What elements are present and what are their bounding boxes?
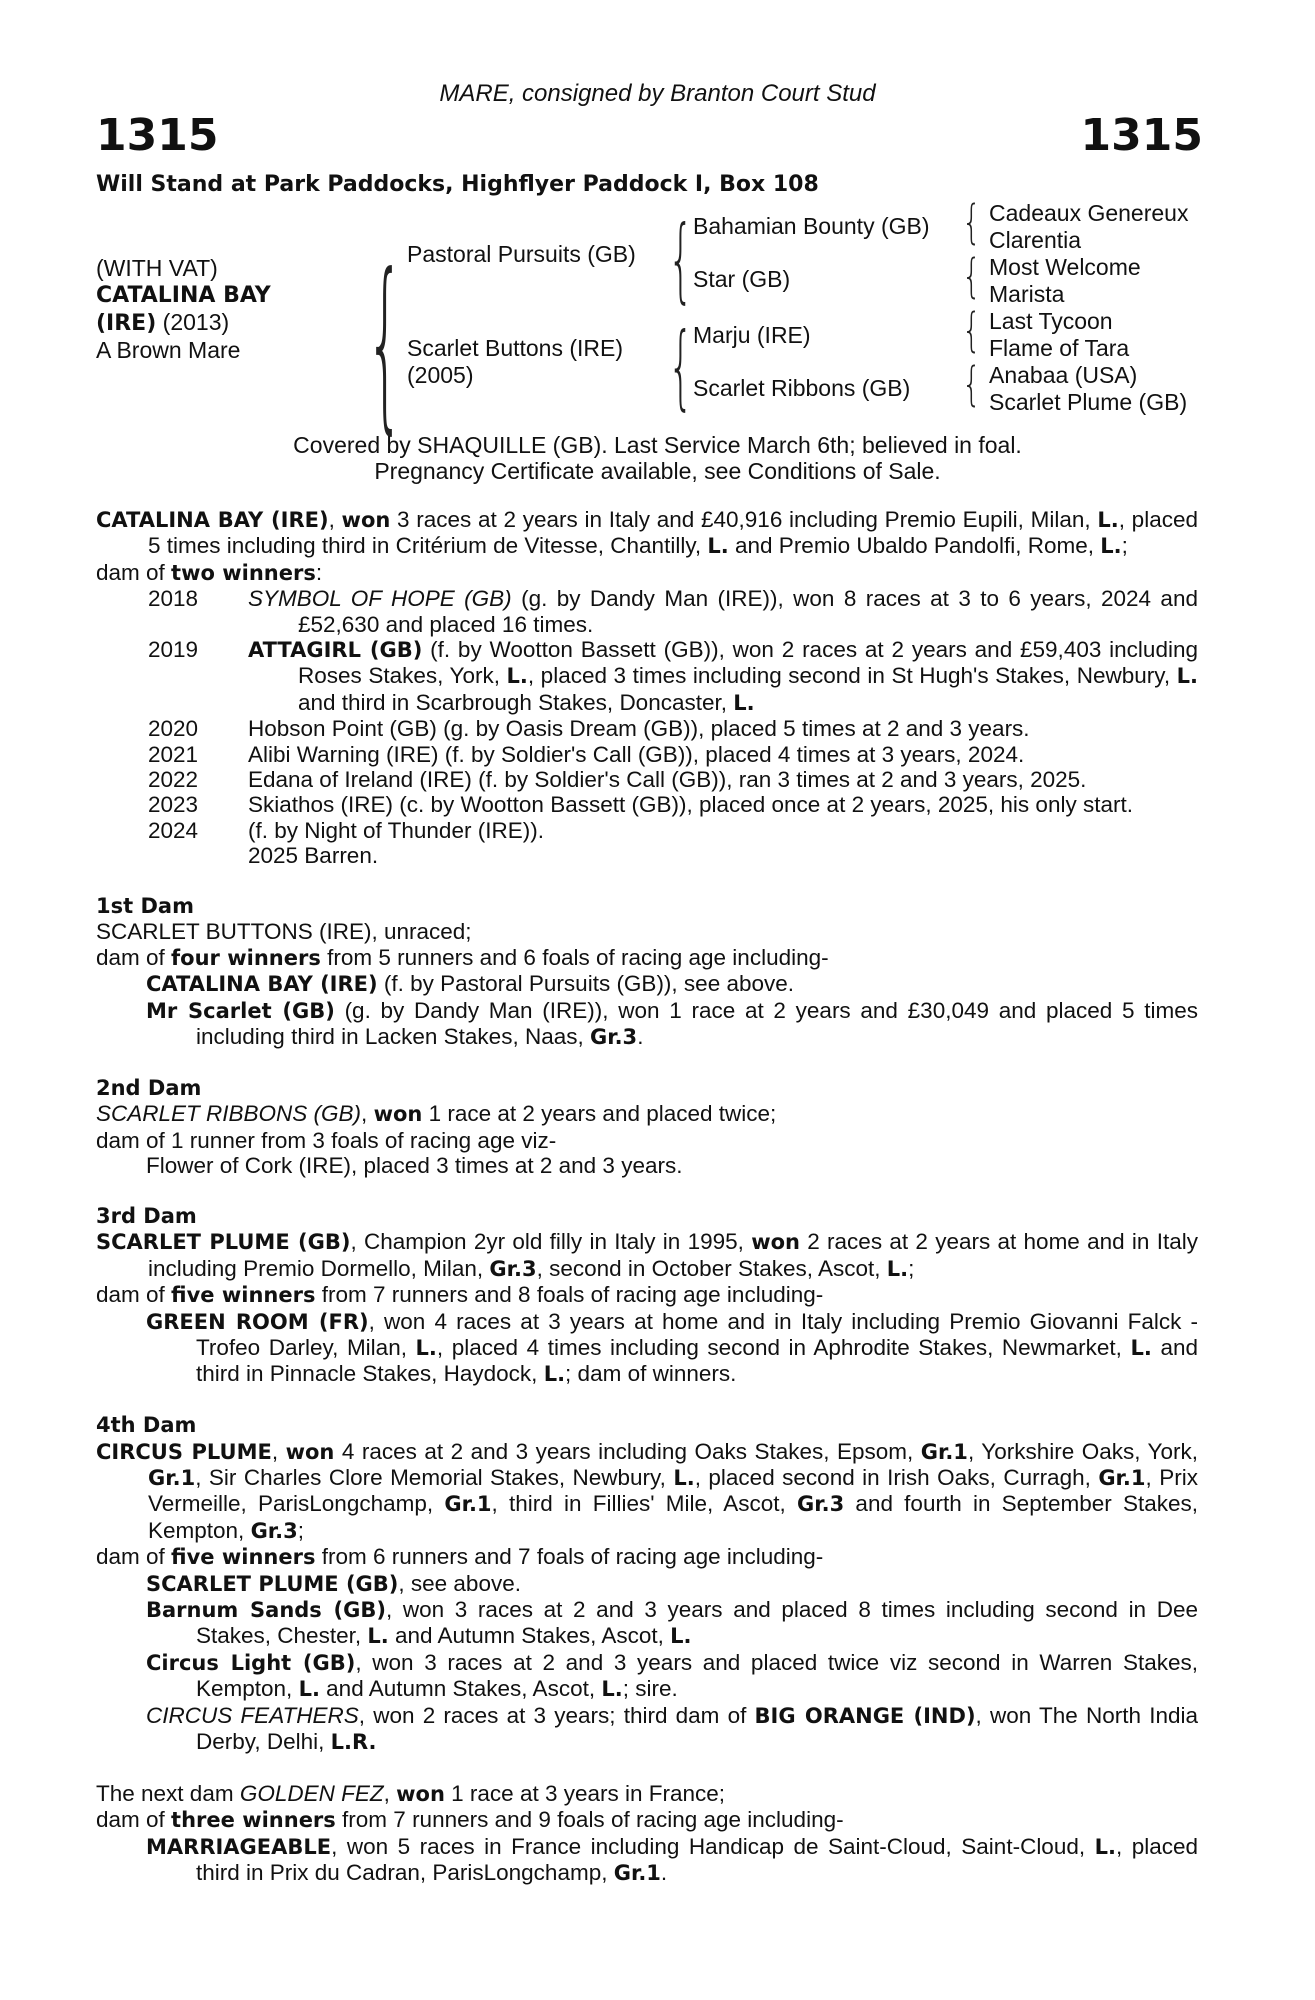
bold-text: Gr.1 xyxy=(444,1492,492,1517)
text-run: 1 race at 2 years and placed twice; xyxy=(422,1101,777,1127)
produce-entry xyxy=(96,1650,1198,1703)
bold-text: L. xyxy=(367,1624,389,1649)
italic-text: GOLDEN FEZ xyxy=(239,1780,384,1806)
text-run: , won 4 races at 3 years at home and in Italy including Premio Giovanni Falck - Trofeo Darley, Milan, xyxy=(196,1308,1199,1360)
progeny-entry xyxy=(96,716,1198,741)
progeny-entry xyxy=(96,818,1198,843)
progeny-text xyxy=(248,637,1198,716)
great-grandparent: Marista xyxy=(989,281,1065,307)
text-run: from 6 runners and 7 foals of racing age including- xyxy=(315,1544,824,1570)
lot-number-left: 1315 xyxy=(96,110,219,161)
text-run: , Prix Vermeille, ParisLongchamp, xyxy=(148,1464,1198,1517)
bold-text: L. xyxy=(670,1624,692,1649)
text-run: ; sire. xyxy=(622,1676,678,1702)
text-run: 1 race at 3 years in France; xyxy=(444,1780,726,1806)
bold-text: won xyxy=(285,1439,335,1464)
produce-entry xyxy=(96,1703,1198,1756)
text-run: ; dam of winners. xyxy=(565,1361,737,1387)
produce-entry xyxy=(96,971,1198,997)
great-grandparent: Clarentia xyxy=(989,227,1082,253)
record-line xyxy=(96,1781,1198,1807)
record-line xyxy=(96,1229,1198,1282)
progeny-text xyxy=(248,792,1198,817)
bold-text: L. xyxy=(707,534,729,559)
bold-text: won xyxy=(373,1102,423,1127)
record-line xyxy=(96,945,1198,971)
text-run: dam of xyxy=(96,1544,172,1570)
text-run: , xyxy=(383,1780,397,1806)
horse-year: (2013) xyxy=(156,309,230,335)
text-run: , third in Fillies' Mile, Ascot, xyxy=(491,1491,797,1517)
bold-text: Gr.1 xyxy=(613,1861,661,1886)
bold-text: L. xyxy=(415,1335,437,1360)
text-run: 3 races at 2 years in Italy and £40,916 including Premio Eupili, Milan, xyxy=(390,507,1098,532)
text-run: , Yorkshire Oaks, York, xyxy=(967,1438,1199,1464)
consignment-line: MARE, consigned by Branton Court Stud xyxy=(439,80,876,107)
bold-text: five winners xyxy=(171,1283,316,1308)
section-5 xyxy=(96,1781,1198,1887)
text-run: . xyxy=(637,1024,644,1050)
bold-text: SCARLET PLUME (GB) xyxy=(96,1230,351,1255)
text-run: (f. by Wootton Bassett (GB)), won 2 races at 2 years and £59,403 including Roses Stakes, York, xyxy=(298,637,1198,689)
progeny-entry xyxy=(96,792,1198,817)
section-0 xyxy=(96,507,1198,869)
record-line xyxy=(96,1282,1198,1308)
grandparent: Bahamian Bounty (GB) xyxy=(693,213,930,239)
bold-text: CIRCUS PLUME xyxy=(96,1439,272,1464)
bold-text: Gr.1 xyxy=(148,1465,196,1490)
great-grandparent: Anabaa (USA) xyxy=(989,362,1138,388)
great-grandparent: Flame of Tara xyxy=(989,335,1130,361)
progeny-year: 2019 xyxy=(148,637,199,663)
produce-entry xyxy=(96,1571,1198,1597)
catalogue-body xyxy=(96,507,1198,1886)
text-run: dam of xyxy=(96,1807,172,1833)
text-run: dam of 1 runner from 3 foals of racing age viz- xyxy=(96,1127,557,1153)
great-grandparent: Scarlet Plume (GB) xyxy=(989,389,1188,415)
progeny-year xyxy=(96,843,248,868)
progeny-entry xyxy=(96,767,1198,792)
bold-text: Gr.3 xyxy=(589,1025,638,1050)
text-run: , Sir Charles Clore Memorial Stakes, Newbury, xyxy=(195,1464,674,1490)
bold-text: four winners xyxy=(171,945,321,970)
text-run: The next dam xyxy=(96,1780,240,1806)
great-grandparent: Last Tycoon xyxy=(989,308,1113,334)
record-line xyxy=(96,560,1198,586)
bold-text: GREEN ROOM (FR) xyxy=(146,1309,369,1334)
text-run: , placed second in Irish Oaks, Curragh, xyxy=(694,1464,1099,1490)
text-run: : xyxy=(315,559,323,585)
dam: Scarlet Buttons (IRE) xyxy=(407,335,624,361)
brace-icon: { xyxy=(962,196,982,251)
bold-text: L. xyxy=(673,1465,695,1490)
text-run: and third in Scarbrough Stakes, Doncaster, xyxy=(298,689,734,715)
text-run: , placed 4 times including second in Aphrodite Stakes, Newmarket, xyxy=(436,1334,1131,1360)
produce-entry xyxy=(96,1309,1198,1388)
bold-text: MARRIAGEABLE xyxy=(146,1834,332,1859)
bold-text: two winners xyxy=(171,560,316,585)
bold-text: Gr.1 xyxy=(920,1439,968,1464)
progeny-year: 2018 xyxy=(148,586,199,612)
progeny-entry xyxy=(96,843,1198,868)
horse-description: A Brown Mare xyxy=(96,337,241,363)
text-run: , xyxy=(328,507,342,532)
text-run: from 7 runners and 9 foals of racing age including- xyxy=(335,1807,844,1833)
produce-entry xyxy=(96,1834,1198,1887)
text-run: Edana of Ireland (IRE) (f. by Soldier's Call (GB)), ran 3 times at 2 and 3 years, 2025. xyxy=(248,767,1087,793)
text-run: Skiathos (IRE) (c. by Wootton Bassett (GB)), placed once at 2 years, 2025, his only start. xyxy=(248,792,1133,818)
produce-entry xyxy=(96,998,1198,1051)
text-run: SCARLET BUTTONS (IRE), unraced; xyxy=(96,919,472,945)
dam-year: (2005) xyxy=(407,362,474,388)
progeny-text xyxy=(248,586,1198,637)
text-run: dam of xyxy=(96,559,172,585)
bold-text: L. xyxy=(543,1362,566,1387)
progeny-entry xyxy=(96,742,1198,767)
bold-text: L.R. xyxy=(330,1730,377,1755)
italic-text: CIRCUS FEATHERS xyxy=(146,1702,359,1728)
bold-text: SCARLET PLUME (GB) xyxy=(146,1571,399,1596)
lot-number-right: 1315 xyxy=(1080,110,1203,161)
progeny-year: 2023 xyxy=(148,792,199,818)
bold-text: Barnum Sands (GB) xyxy=(146,1598,386,1622)
bold-text: Gr.3 xyxy=(489,1256,537,1281)
bold-text: Mr Scarlet (GB) xyxy=(146,998,335,1023)
bold-text: ATTAGIRL (GB) xyxy=(248,638,423,663)
text-run: , placed 5 times including third in Critérium de Vitesse, Chantilly, xyxy=(148,507,1198,559)
section-heading: 3rd Dam xyxy=(96,1203,197,1228)
bold-text: won xyxy=(751,1230,800,1255)
grandparent: Marju (IRE) xyxy=(693,322,811,348)
section-4 xyxy=(96,1413,1198,1755)
text-run: 4 races at 2 and 3 years including Oaks Stakes, Epsom, xyxy=(334,1438,921,1464)
section-heading: 4th Dam xyxy=(96,1413,197,1438)
text-run: Flower of Cork (IRE), placed 3 times at 2 and 3 years. xyxy=(146,1153,683,1179)
text-run: ; xyxy=(1121,533,1128,559)
text-run: , won 3 races at 2 and 3 years and placed twice viz second in Warren Stakes, Kempton, xyxy=(196,1649,1198,1702)
brace-icon: { xyxy=(668,208,694,314)
text-run: . xyxy=(660,1860,668,1886)
bold-text: five winners xyxy=(171,1545,316,1570)
text-run: (f. by Pastoral Pursuits (GB)), see above. xyxy=(377,971,795,997)
progeny-text xyxy=(248,716,1198,741)
bold-text: L. xyxy=(1130,1335,1152,1360)
text-run: ; xyxy=(297,1517,305,1543)
section-1 xyxy=(96,894,1198,1050)
stabling-location: Will Stand at Park Paddocks, Highflyer Paddock I, Box 108 xyxy=(96,172,819,197)
vat-note: (WITH VAT) xyxy=(96,255,218,281)
bold-text: L. xyxy=(733,690,755,715)
text-run: , won 5 races in France including Handicap de Saint-Cloud, Saint-Cloud, xyxy=(331,1833,1095,1859)
progeny-year: 2024 xyxy=(148,817,199,843)
bold-text: Gr.3 xyxy=(250,1518,298,1543)
pregnancy-certificate-line: Pregnancy Certificate available, see Conditions of Sale. xyxy=(374,458,941,484)
progeny-text xyxy=(248,843,1198,868)
great-grandparent: Most Welcome xyxy=(989,254,1141,280)
bold-text: L. xyxy=(1176,664,1198,689)
text-run: , xyxy=(271,1438,286,1464)
sire: Pastoral Pursuits (GB) xyxy=(407,241,636,267)
bold-text: CATALINA BAY (IRE) xyxy=(96,508,329,532)
text-run: 2 races at 2 years at home and in Italy including Premio Dormello, Milan, xyxy=(148,1229,1198,1281)
great-grandparent: Cadeaux Genereux xyxy=(989,200,1189,226)
covering-note xyxy=(0,432,1315,484)
bold-text: three winners xyxy=(171,1808,336,1833)
text-run: , Champion 2yr old filly in Italy in 1995, xyxy=(350,1229,752,1255)
text-run: ; xyxy=(908,1255,915,1281)
brace-icon: { xyxy=(962,250,982,305)
text-run: dam of xyxy=(96,1282,172,1308)
bold-text: Circus Light (GB) xyxy=(146,1650,356,1675)
text-run: , won 2 races at 3 years; third dam of xyxy=(358,1702,755,1728)
brace-icon: { xyxy=(366,236,405,453)
text-run: , second in October Stakes, Ascot, xyxy=(536,1255,887,1281)
text-run: 2025 Barren. xyxy=(248,843,379,869)
bold-text: BIG ORANGE (IND) xyxy=(754,1703,976,1728)
record-line xyxy=(96,1101,1198,1127)
text-run: and third in Pinnacle Stakes, Haydock, xyxy=(196,1334,1198,1387)
bold-text: L. xyxy=(886,1256,909,1281)
text-run: , won 3 races at 2 and 3 years and placed 8 times including second in Dee Stakes, Chester, xyxy=(196,1597,1198,1649)
bold-text: CATALINA BAY (IRE) xyxy=(146,972,378,997)
bold-text: won xyxy=(396,1781,445,1806)
brace-icon: { xyxy=(668,315,694,421)
progeny-entry xyxy=(96,586,1198,637)
section-heading: 1st Dam xyxy=(96,894,194,919)
text-run: dam of xyxy=(96,944,172,970)
bold-text: Gr.1 xyxy=(1098,1465,1146,1490)
text-run: , placed third in Prix du Cadran, ParisLongchamp, xyxy=(196,1833,1198,1886)
progeny-entry xyxy=(96,637,1198,716)
text-run: and Autumn Stakes, Ascot, xyxy=(319,1676,602,1702)
text-run: , won The North India Derby, Delhi, xyxy=(196,1702,1198,1755)
horse-info xyxy=(96,255,271,364)
text-run: Hobson Point (GB) (g. by Oasis Dream (GB)), placed 5 times at 2 and 3 years. xyxy=(248,716,1030,742)
progeny-text xyxy=(248,767,1198,792)
text-run: (g. by Dandy Man (IRE)), won 1 race at 2 years and £30,049 and placed 5 times including third in Lacken Stakes, Naas, xyxy=(196,997,1198,1050)
record-line xyxy=(96,1807,1198,1833)
text-run: and fourth in September Stakes, Kempton, xyxy=(148,1491,1198,1543)
text-run: , see above. xyxy=(398,1570,521,1596)
section-3 xyxy=(96,1204,1198,1388)
record-line xyxy=(96,919,1198,944)
brace-icon: { xyxy=(962,304,982,359)
bold-text: L. xyxy=(298,1677,320,1702)
text-run: and Autumn Stakes, Ascot, xyxy=(388,1623,671,1649)
horse-name: CATALINA BAY xyxy=(96,283,271,308)
section-heading: 2nd Dam xyxy=(96,1075,202,1100)
text-run: , xyxy=(361,1101,374,1127)
section-2 xyxy=(96,1076,1198,1179)
bold-text: L. xyxy=(1100,534,1122,559)
bold-text: L. xyxy=(1097,508,1119,532)
produce-entry xyxy=(96,1597,1198,1650)
text-run: from 7 runners and 8 foals of racing age including- xyxy=(315,1282,824,1308)
brace-icon: { xyxy=(962,358,982,413)
progeny-text xyxy=(248,818,1198,843)
record-line xyxy=(96,1439,1198,1545)
bold-text: L. xyxy=(601,1677,623,1702)
italic-text: SYMBOL OF HOPE (GB) xyxy=(248,586,512,612)
text-run: from 5 runners and 6 foals of racing age including- xyxy=(320,944,829,970)
text-run: and Premio Ubaldo Pandolfi, Rome, xyxy=(728,533,1101,559)
bold-text: L. xyxy=(506,664,528,689)
text-run: Alibi Warning (IRE) (f. by Soldier's Call (GB)), placed 4 times at 3 years, 2024. xyxy=(248,741,1025,767)
grandparent: Scarlet Ribbons (GB) xyxy=(693,375,911,401)
record-line xyxy=(96,1544,1198,1570)
bold-text: L. xyxy=(1094,1834,1116,1859)
text-run: (f. by Night of Thunder (IRE)). xyxy=(248,817,544,843)
produce-entry xyxy=(96,1153,1198,1178)
progeny-year: 2020 xyxy=(148,716,199,742)
bold-text: won xyxy=(341,508,391,532)
horse-suffix: (IRE) xyxy=(96,311,157,336)
text-run: , placed 3 times including second in St Hugh's Stakes, Newbury, xyxy=(527,663,1177,689)
text-run: (g. by Dandy Man (IRE)), won 8 races at 3 to 6 years, 2024 and £52,630 and placed 16 times. xyxy=(298,586,1198,637)
bold-text: Gr.3 xyxy=(797,1492,845,1517)
progeny-text xyxy=(248,742,1198,767)
record-line xyxy=(96,1128,1198,1153)
progeny-year: 2022 xyxy=(148,767,199,793)
record-line xyxy=(96,507,1198,560)
italic-text: SCARLET RIBBONS (GB) xyxy=(96,1101,362,1127)
covering-line: Covered by SHAQUILLE (GB). Last Service March 6th; believed in foal. xyxy=(293,432,1022,458)
progeny-year: 2021 xyxy=(148,741,199,767)
grandparent: Star (GB) xyxy=(693,266,791,292)
